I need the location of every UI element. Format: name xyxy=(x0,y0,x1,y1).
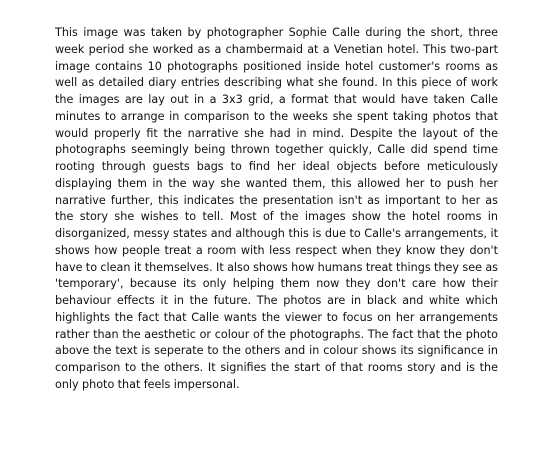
body-paragraph: This image was taken by photographer Sophie Calle during the short, three week period she worked as a chambermaid at a Venetian hotel. This two-part image contains 10 photographs positioned inside hotel customer's rooms as well as detailed diary entries describing what she found. In this piece of work the images are lay out in a 3x3 grid, a format that would have taken Calle minutes to arrange in comparison to the weeks she spent taking photos that would properly fit the narrative she had in mind. Despite the layout of the photographs seemingly being thrown together quickly, Calle did spend time rooting through guests bags to find her ideal objects before meticulously displaying them in the way she wanted them, this allowed her to push her narrative further, this indicates the presentation isn't as important to her as the story she wishes to tell. Most of the images show the hotel rooms in disorganized, messy states and although this is due to Calle's arrangements, it shows how people treat a room with less respect when they know they don't have to clean it themselves. It also shows how humans treat things they see as 'temporary', because its only helping them now they don't care how their behaviour effects it in the future. The photos are in black and white which highlights the fact that Calle wants the viewer to focus on her arrangements rather than the aesthetic or colour of the photographs. The fact that the photo above the text is seperate to the others and in colour shows its significance in comparison to the others. It signifies the start of that rooms story and is the only photo that feels impersonal. xyxy=(55,26,498,391)
